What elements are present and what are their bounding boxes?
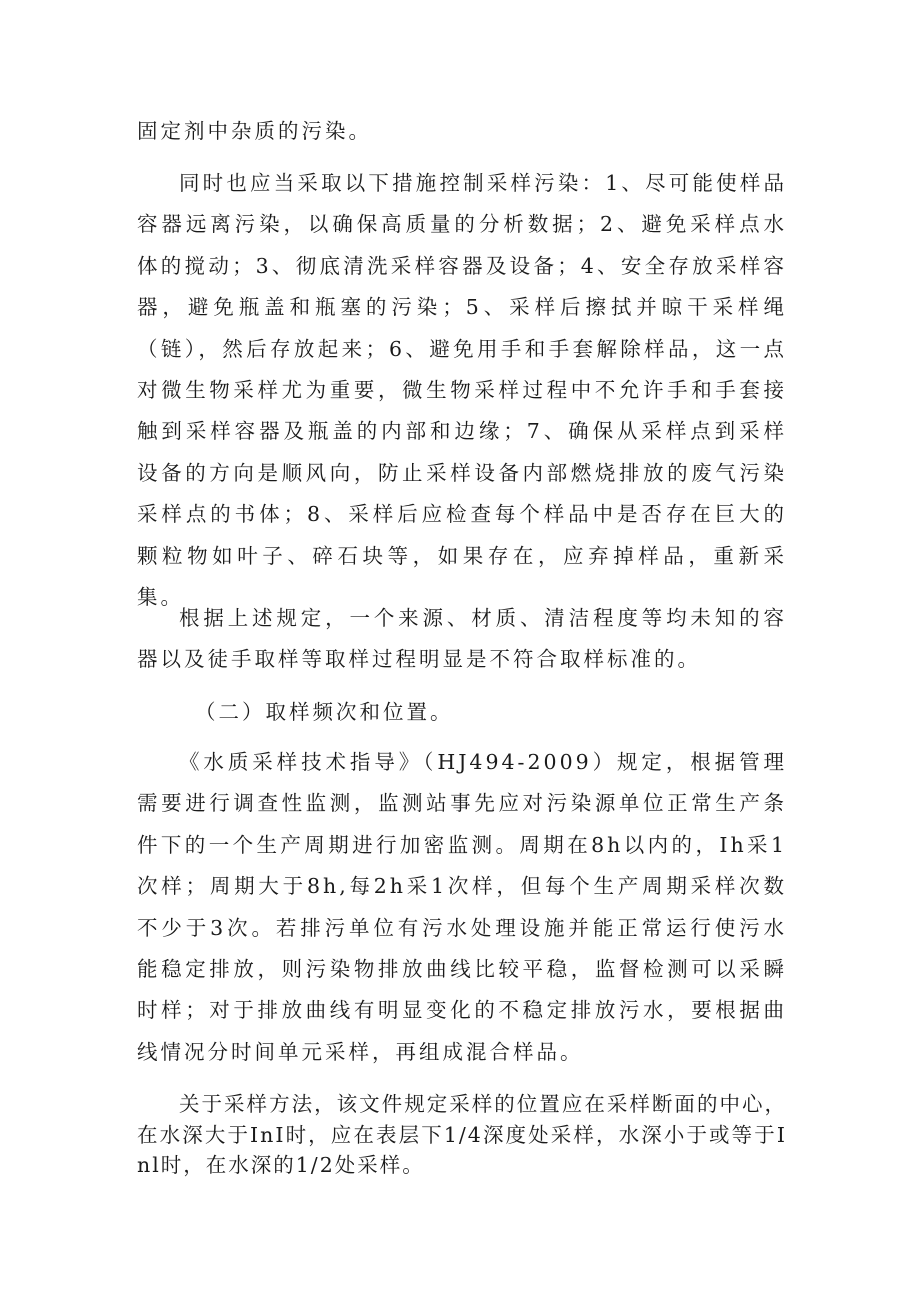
- paragraph-sampling-position: 关于采样方法，该文件规定采样的位置应在采样断面的中心，在水深大于InI时，应在表层下1/4深度处采样，水深小于或等于Inl时，在水深的1/2处采样。: [137, 1092, 787, 1177]
- paragraph-continuation: 固定剂中杂质的污染。: [137, 119, 372, 143]
- paragraph-conclusion: 根据上述规定，一个来源、材质、清洁程度等均未知的容器以及徒手取样等取样过程明显是不符合取样标准的。: [137, 606, 787, 672]
- paragraph-sampling-frequency: 《水质采样技术指导》（HJ494-2009）规定，根据管理需要进行调查性监测，监测站事先应对污染源单位正常生产条件下的一个生产周期进行加密监测。周期在8h以内的，Ih采1次样；周期大于8h,每2h采1次样，但每个生产周期采样次数不少于3次。若排污单位有污水处理设施并能正常运行使污水能稳定排放，则污染物排放曲线比较平稳，监督检测可以采瞬时样；对于排放曲线有明显变化的不稳定排放污水，要根据曲线情况分时间单元采样，再组成混合样品。: [137, 750, 787, 1064]
- section-heading: （二）取样频次和位置。: [195, 700, 454, 724]
- paragraph-contamination-measures: 同时也应当采取以下措施控制采样污染：1、尽可能使样品容器远离污染，以确保高质量的分析数据；2、避免采样点水体的搅动；3、彻底清洗采样容器及设备；4、安全存放采样容器，避免瓶盖和瓶塞的污染；5、采样后擦拭并晾干采样绳（链），然后存放起来；6、避免用手和手套解除样品，这一点对微生物采样尤为重要，微生物采样过程中不允许手和手套接触到采样容器及瓶盖的内部和边缘；7、确保从采样点到采样设备的方向是顺风向，防止采样设备内部燃烧排放的废气污染采样点的书体；8、采样后应检查每个样品中是否存在巨大的颗粒物如叶子、碎石块等，如果存在，应弃掉样品，重新采集。: [137, 171, 787, 610]
